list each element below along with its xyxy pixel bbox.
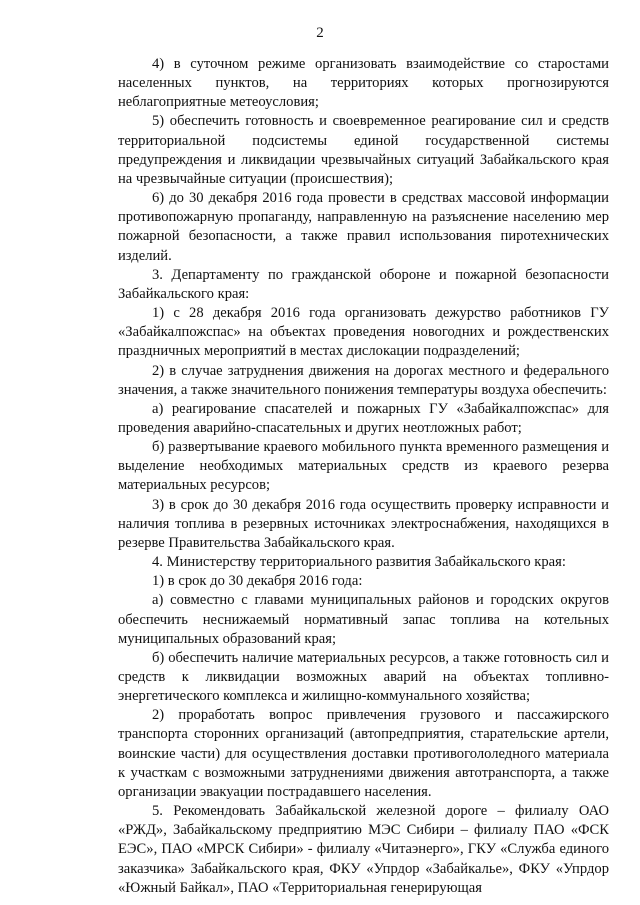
paragraph-item-4-6: 6) до 30 декабря 2016 года провести в средствах массовой информации противопожарную пропаганду, направленную на разъяснение населению мер пожарной безопасности, а также правил использования пиротехнических изделий. [118, 190, 609, 264]
paragraph-item-3-2a: а) реагирование спасателей и пожарных ГУ «Забайкалпожспас» для проведения аварийно-спасательных и других неотложных работ; [118, 400, 609, 436]
paragraph-item-3-2: 2) в случае затруднения движения на дорогах местного и федерального значения, а также значительного понижения температуры воздуха обеспечить: [118, 362, 609, 398]
paragraph-item-4-1a: а) совместно с главами муниципальных районов и городских округов обеспечить неснижаемый нормативный запас топлива на котельных муниципальных образований края; [118, 592, 609, 647]
paragraph-section-4: 4. Министерству территориального развития Забайкальского края: [152, 554, 566, 571]
paragraph-item-4-1b: б) обеспечить наличие материальных ресурсов, а также готовность сил и средств к ликвидации возможных аварий на объектах топливно-энергетического комплекса и жилищно-коммунального хозяйства; [118, 649, 609, 705]
paragraph-item-3-3: 3) в срок до 30 декабря 2016 года осуществить проверку исправности и наличия топлива в резервных источниках электроснабжения, находящихся в резерве Правительства Забайкальского края. [118, 496, 609, 551]
paragraph-item-3-2b: б) развертывание краевого мобильного пункта временного размещения и выделение необходимых материальных средств из краевого резерва материальных ресурсов; [118, 439, 609, 494]
document-body [118, 55, 609, 898]
paragraph-item-4-4: 4) в суточном режиме организовать взаимодействие со старостами населенных пунктов, на территориях которых прогнозируются неблагоприятные метеоусловия; [118, 56, 609, 111]
paragraph-item-4-5: 5) обеспечить готовность и своевременное реагирование сил и средств территориальной подсистемы единой государственной системы предупреждения и ликвидации чрезвычайных ситуаций Забайкальского края на чрезвычайные ситуации (происшествия); [118, 113, 609, 187]
paragraph-item-4-2: 2) проработать вопрос привлечения грузового и пассажирского транспорта сторонних организаций (автопредприятия, старательские артели, воинские части) для осуществления доставки противогололедного материала к участкам с возможными затруднениями движения автотранспорта, а также организации эвакуации пострадавшего населения. [118, 707, 609, 800]
page-number: 2 [316, 25, 324, 41]
paragraph-section-3: 3. Департаменту по гражданской обороне и пожарной безопасности Забайкальского края: [118, 266, 609, 302]
paragraph-section-5: 5. Рекомендовать Забайкальской железной дороге – филиалу ОАО «РЖД», Забайкальскому предприятию МЭС Сибири – филиалу ПАО «ФСК ЕЭС», ПАО «МРСК Сибири» - филиалу «Читаэнерго», ГКУ «Служба единого заказчика» Забайкальского края, ФКУ «Упрдор «Забайкалье», ФКУ «Упрдор «Южный Байкал», ПАО «Территориальная генерирующая [118, 803, 609, 896]
paragraph-item-4-1: 1) в срок до 30 декабря 2016 года: [152, 573, 363, 590]
paragraph-item-3-1: 1) с 28 декабря 2016 года организовать дежурство работников ГУ «Забайкалпожспас» на объектах проведения новогодних и рождественских праздничных мероприятий в местах дислокации подразделений; [118, 305, 609, 360]
